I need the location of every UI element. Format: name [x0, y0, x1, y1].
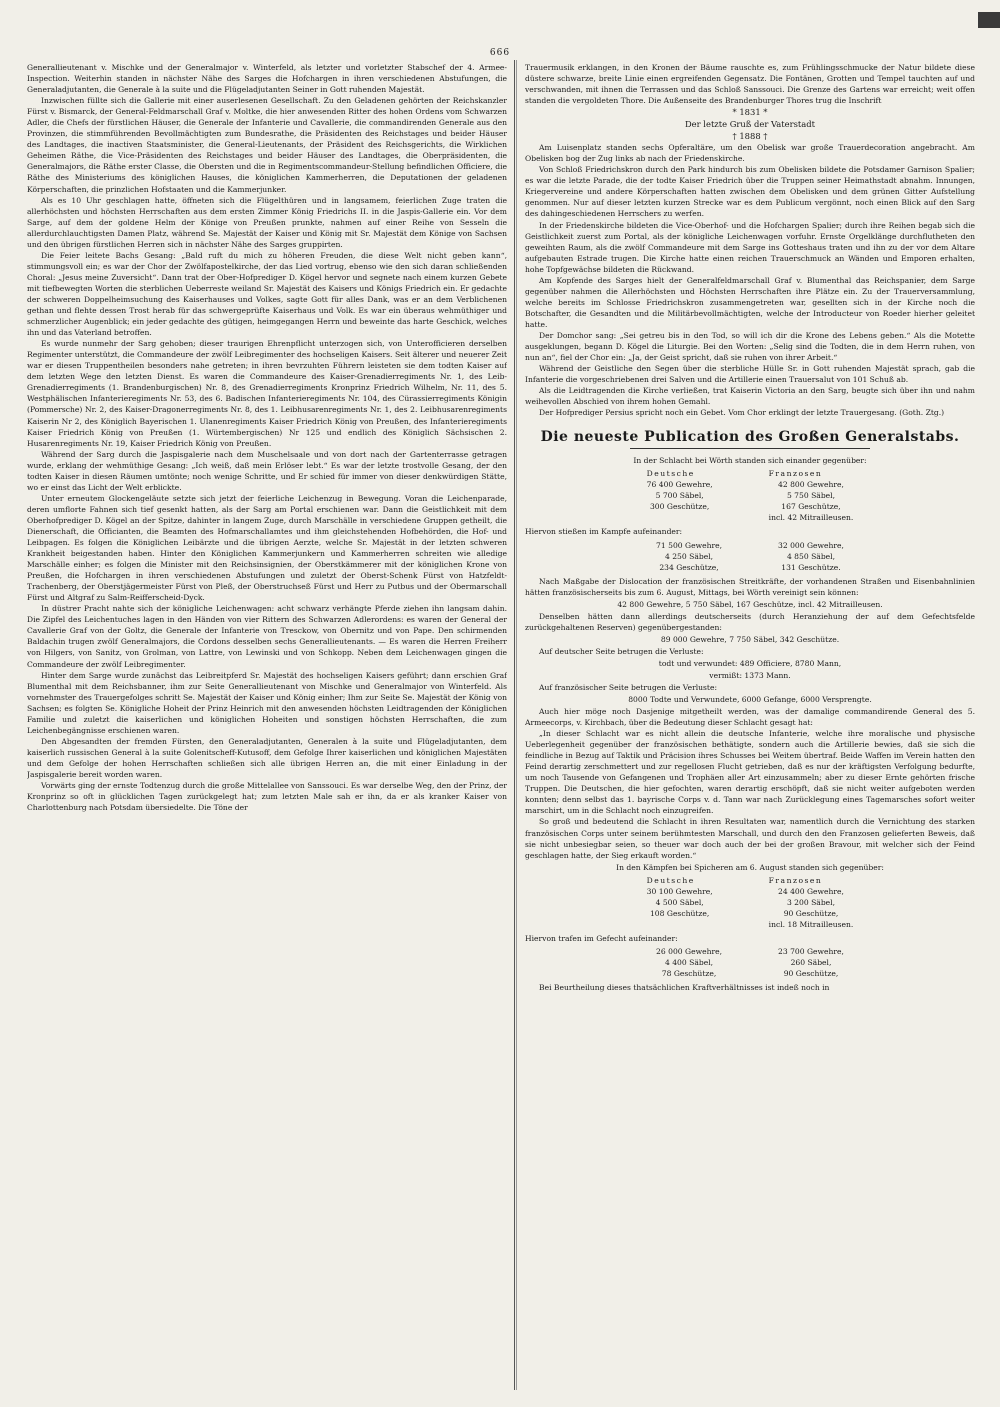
table-cell: 71 500 Gewehre, [656, 540, 722, 550]
page-number: 666 [489, 48, 511, 58]
column-rule-inner [516, 60, 517, 1390]
stat-line: todt und verwundet: 489 Officiere, 8780 Mann, [658, 658, 842, 668]
paragraph: Auf deutscher Seite betrugen die Verluste: [539, 646, 704, 656]
spichern-intro: In den Kämpfen bei Spicheren am 6. August standen sich gegenüber: [616, 862, 884, 872]
table-cell: 24 400 Gewehre, [778, 886, 844, 896]
paragraph: Denselben hätten dann allerdings deutscherseits (durch Heranziehung der auf dem Gefechtsfelde zurückgehaltenen Reserven) gegenübergestanden: [525, 611, 975, 632]
table-cell: 260 Säbel, [790, 957, 832, 967]
inscription-line: Der letzte Gruß der Vaterstadt [684, 119, 816, 130]
left-column [27, 62, 507, 1387]
inscription-line: * 1831 * [732, 107, 768, 118]
paragraph: Während der Geistliche den Segen über die sterbliche Hülle Sr. in Gott ruhenden Majestät sprach, gab die Infanterie die vorgeschriebenen drei Salven und die Artillerie einen Trauersalut von 101 Schuß ab. [525, 364, 975, 385]
table-row [628, 562, 872, 573]
paragraph: Hinter dem Sarge wurde zunächst das Leibreitpferd Sr. Majestät des hochseligen Kaisers geführt; dann erschien Graf Blumenthal mit dem Reichsbanner, ihm zur Seite Generallieutenant von Mischke und Generalmajor von Winterfeld. Als vornehmster des Trauergefolges schritt Se. Majestät der Kaiser und König einher; Ihm zur Seite Se. Majestät der König von Sachsen; es folgten Se. Königliche Hoheit der Prinz Heinrich mit den anwesenden höchsten Leidtragenden der Königlichen Familie und zuletzt die kaiserlichen und königlichen Hoheiten und sonstigen höchsten Herrschaften, die zum Leichenbegängnisse erschienen waren. [27, 670, 507, 735]
table-cell: 5 700 Säbel, [655, 491, 704, 501]
inscription [525, 106, 975, 142]
paragraph: Von Schloß Friedrichskron durch den Park hindurch bis zum Obelisken bildete die Potsdamer Garnison Spalier; es war die letzte Parade, die der todte Kaiser Friedrich über die Truppen seiner Heimathstadt abnahm. Innungen, Kriegervereine und andere Körperschaften hatten zwischen dem Obelisken und dem grünen Gitter Aufstellung genommen. Nur auf dieser letzten kurzen Strecke war es dem Publicum vergönnt, noch einen Blick auf den Sarg des dahingeschiedenen Herrschers zu werfen. [525, 165, 975, 219]
woerth-intro: In der Schlacht bei Wörth standen sich einander gegenüber: [633, 456, 867, 466]
table-row [628, 540, 872, 551]
table-cell [619, 512, 741, 523]
table-cell: 300 Geschütze, [649, 502, 710, 512]
stat-line: 42 800 Gewehre, 5 750 Säbel, 167 Geschütze, incl. 42 Mitrailleusen. [617, 599, 883, 609]
table-cell: 26 000 Gewehre, [656, 946, 722, 956]
woerth-fight-table [628, 540, 872, 573]
column-rule [514, 60, 515, 1390]
table-cell: 30 100 Gewehre, [646, 886, 713, 896]
table-cell: incl. 18 Mitrailleusen. [768, 919, 854, 929]
title-rule [630, 448, 870, 449]
paragraph: Inzwischen füllte sich die Gallerie mit einer auserlesenen Gesellschaft. Zu den Geladenen gehörten der Reichskanzler Fürst v. Bismarck, der General-Feldmarschall Graf v. Moltke, die hier anwesenden Ritter des hohen Ordens vom Schwarzen Adler, die Chefs der fürstlichen Häuser, die Generale der Infanterie und Cavallerie, die commandirenden Generale aus den Provinzen, die stimmführenden Bevollmächtigten zum Bundesrathe, die Präsidenten des Reichstages und beider Häuser des Landtages, die inactiven Staatsminister, die General-Lieutenants, der Präsident des Reichsgerichts, die Wirklichen Geheimen Räthe, die Vice-Präsidenten des Reichstages und beider Häuser des Landtages, die Oberpräsidenten, die Generalmajors, die Räthe erster Classe, die Obersten und die in Regimentscommandeur-Stellung befindlichen Officiere, die Räthe des Ministeriums des königlichen Hauses, die königlichen Kammerherren, die Deputationen der geladenen Körperschaften, die prinzlichen Hofstaaten und die Kammerjunker. [27, 96, 507, 194]
paragraph: Generallieutenant v. Mischke und der Generalmajor v. Winterfeld, als letzter und vorletzter Stabschef der 4. Armee-Inspection. Weiterhin standen in nächster Nähe des Sarges die Hofchargen in ihren verschiedenen Abstufungen, die Generaladjutanten, die Generale à la suite und die Flügeladjutanten Seiner in Gott ruhenden Majestät. [27, 63, 507, 95]
paragraph: Als es 10 Uhr geschlagen hatte, öffneten sich die Flügelthüren und in langsamem, feierlichen Zuge traten die allerhöchsten und höchsten Herrschaften aus dem ersten Zimmer König Friedrichs II. in die Jaspis-Gallerie ein. Vor dem Sarge, auf dem der goldene Helm der Könige von Preußen prunkte, nahmen auf einer Reihe von Sesseln die allerdurchlauchtigsten Damen Platz, während Se. Majestät der Kaiser und König mit Sr. Majestät dem Könige von Sachsen und den übrigen fürstlichen Herren sich in nächster Nähe des Sarges gruppirten. [27, 195, 507, 249]
section-title: Die neueste Publication des Großen Generalstabs. [540, 429, 960, 446]
paragraph: Während der Sarg durch die Jaspisgalerie nach dem Muschelsaale und von dort nach der Gartenterrasse getragen wurde, erklang der wehmüthige Gesang: „Ich weiß, daß mein Erlöser lebt.“ Es war der letzte trostvolle Gesang, der den todten Kaiser in diesen Räumen umtönte; noch wenige Schritte, und Er schied für immer von dieser denkwürdigen Stätte, wo er einst das Licht der Welt erblickte. [27, 449, 507, 492]
scan-edge-mark [978, 12, 1000, 28]
table-row [619, 490, 882, 501]
paragraph: Nach Maßgabe der Dislocation der französischen Streitkräfte, der vorhandenen Straßen und Eisenbahnlinien hätten französischerseits bis zum 6. August, Mittags, bei Wörth vereinigt sein können: [525, 576, 975, 597]
paragraph: Auch hier möge noch Dasjenige mitgetheilt werden, was der damalige commandirende General des 5. Armeecorps, v. Kirchbach, über die Bedeutung dieser Schlacht gesagt hat: [525, 707, 975, 728]
table-cell: 108 Geschütze, [649, 908, 710, 918]
quote-paragraph: So groß und bedeutend die Schlacht in ihren Resultaten war, namentlich durch die Vernichtung des starken französischen Corps unter seinem berühmtesten Marschall, und durch den den Franzosen gelieferten Beweis, daß sie nicht unbesiegbar seien, so theuer war doch auch der bei der großen Bravour, mit welcher sich der Feind geschlagen hatte, der Sieg erkauft worden.“ [525, 817, 975, 860]
table-cell: 23 700 Gewehre, [778, 946, 844, 956]
woerth-fight-intro: Hiervon stießen im Kampfe aufeinander: [525, 527, 683, 537]
table-cell: 90 Geschütze, [783, 908, 839, 918]
paragraph: Den Abgesandten der fremden Fürsten, den Generaladjutanten, Generalen à la suite und Flügeladjutanten, dem kaiserlich russischen General à la suite Golenitscheff-Kutusoff, dem Gefolge Ihrer kaiserlichen und königlichen Majestäten und dem Gefolge der hohen Herrschaften schließen sich alle übrigen Herren an, die mit einer Einladung in der Jaspisgalerie bereit worden waren. [27, 736, 507, 779]
table-cell: 4 500 Säbel, [655, 897, 704, 907]
spichern-strength-table [619, 875, 882, 930]
table-cell: 5 750 Säbel, [786, 491, 836, 501]
paragraph: Am Luisenplatz standen sechs Opferaltäre, um den Obelisk war große Trauerdecoration angebracht. Am Obelisken bog der Zug links ab nach der Friedenskirche. [525, 143, 975, 164]
paragraph: Auf französischer Seite betrugen die Verluste: [539, 682, 718, 692]
table-cell: 234 Geschütze, [659, 562, 719, 572]
table-cell: 76 400 Gewehre, [646, 480, 713, 490]
paragraph: Der Hofprediger Persius spricht noch ein Gebet. Vom Chor erklingt der letzte Trauergesang. (Goth. Ztg.) [539, 408, 945, 418]
paragraph: In der Friedenskirche bildeten die Vice-Oberhof- und die Hofchargen Spalier; durch ihre Reihen begab sich die Geistlichkeit zuerst zum Portal, als der königliche Leichenwagen vorfuhr. Ernste Orgelklänge durchflutheten den geweihten Raum, als die zwölf Commandeure mit dem Sarge ins Gotteshaus traten und ihn zu der vor dem Altare aufgebauten Estrade trugen. Die Kirche hatte einen reichen Trauerschmuck an Wänden und Emporen erhalten, hohe Topfgewächse bildeten die Rückwand. [525, 220, 975, 274]
table-row [619, 512, 882, 523]
stat-line: 89 000 Gewehre, 7 750 Säbel, 342 Geschütze. [660, 634, 840, 644]
table-row [619, 501, 882, 512]
right-column [525, 62, 975, 1387]
table-cell: 167 Geschütze, [781, 502, 841, 512]
table-header: Deutsche [646, 875, 695, 885]
paragraph: Die Feier leitete Bachs Gesang: „Bald ruft du mich zu höheren Freuden, die diese Welt nicht geben kann“, stimmungsvoll ein; es war der Chor der Zwölfapostelkirche, der das Lied vortrug, ebenso wie den sich daran schließenden Choral: „Jesus meine Zuversicht“. Dann trat der Ober-Hofprediger D. Kögel hervor und segnete nach einem kurzen Gebete mit tiefbewegten Worten die sterblichen Ueberreste weiland Sr. Majestät des Kaisers und Königs Friedrich ein. Er gedachte der schweren Doppelheimsuchung des Kaiserhauses und Volkes, sagte Gott für alles Dank, was er an dem Verblichenen gethan und flehte dessen Trost herab für das schwergeprüfte Kaiserhaus und Volk. Es war ein überaus wehmüthiger und schmerzlicher Augenblick; ein jeder gedachte des gütigen, heimgegangen Herrn und beweinte das harte Geschick, welches ihn und das Vaterland betroffen. [27, 250, 507, 338]
quote-paragraph: „In dieser Schlacht war es nicht allein die deutsche Infanterie, welche ihre moralische und physische Ueberlegenheit gegenüber der französischen bethätigte, sondern auch die Artillerie bewies, daß sie sich die feindliche in Bezug auf Taktik und Präcision ihres Schusses bei Weitem übertraf. Beide Waffen im Verein hatten den Feind derartig zerschmettert und zur regellosen Flucht getrieben, daß es nur der kräftigsten Verfolgung bedurfte, um noch Tausende von Gefangenen und Trophäen aller Art einzusammeln; aber zu dieser Ernte gehörten frische Truppen. Die Deutschen, die hier gefochten, waren derartig erschöpft, daß sie nicht weiter aufgeboten werden konnten; denn selbst das 1. bayrische Corps v. d. Tann war nach Zurücklegung eines Tagemarsches sofort weiter marschirt, um in die Schlacht noch einzugreifen. [525, 729, 975, 816]
spichern-fight-table [628, 946, 872, 979]
table-cell: 4 850 Säbel, [786, 551, 836, 561]
paragraph: In düstrer Pracht nahte sich der königliche Leichenwagen: acht schwarz verhängte Pferde ziehen ihn langsam dahin. Die Zipfel des Leichentuches lagen in den Händen von vier Rittern des Schwarzen Adlerordens: es waren der General der Cavallerie Graf von der Goltz, die Generale der Infanterie von Tresckow, von Obernitz und von Pape. Den schirmenden Baldachin trugen zwölf Generalmajors, die Cordons desselben sechs Generallieutenants. — Es waren die Herren Freiherr von Hilgers, von Sanitz, von Grolman, von Lattre, von Lewinski und von Schkopp. Neben dem Leichenwagen gingen die Commandeure der zwölf Leibregimenter. [27, 604, 507, 669]
paragraph: Bei Beurtheilung dieses thatsächlichen Kraftverhältnisses ist indeß noch in [539, 982, 830, 992]
inscription-line: † 1888 † [732, 131, 768, 142]
table-row [619, 897, 882, 908]
stat-line: 8000 Todte und Verwundete, 6000 Gefange, 6000 Versprengte. [628, 694, 872, 704]
table-cell: 131 Geschütze. [781, 562, 841, 572]
table-cell: 42 800 Gewehre, [778, 480, 844, 490]
paragraph: Vorwärts ging der ernste Todtenzug durch die große Mittelallee von Sanssouci. Es war derselbe Weg, den der Prinz, der Kronprinz so oft in glücklichen Tagen zurückgelegt hat; zum letzten Male sah er ihn, da er als kranker Kaiser von Charlottenburg nach Potsdam übersiedelte. Die Töne der [27, 781, 507, 813]
table-cell: 90 Geschütze, [783, 968, 839, 978]
table-row [619, 479, 882, 490]
table-header: Deutsche [646, 469, 695, 479]
paragraph: Als die Leidtragenden die Kirche verließen, trat Kaiserin Victoria an den Sarg, beugte sich über ihn und nahm weihevollen Abschied von ihrem hohen Gemahl. [525, 386, 975, 407]
table-row [619, 919, 882, 930]
table-header: Franzosen [768, 875, 823, 885]
table-header: Franzosen [768, 469, 823, 479]
paragraph: Unter erneutem Glockengeläute setzte sich jetzt der feierliche Leichenzug in Bewegung. Voran die Leichenparade, deren umflorte Fahnen sich tief gesenkt hatten, als der Sarg am Portal erschienen war. Dann die Geistlichkeit mit dem Oberhofprediger D. Kögel an der Spitze, dahinter in langem Zuge, durch Marschälle in verschiedene Gruppen getheilt, die Dienerschaft, die Officianten, die Beamten des Hofmarschallamtes und ihm gleichstehenden Hofbehörden, die Hof- und Leibpagen. Es folgen die Königlichen Leibärzte und die übrigen Aerzte, welche Sr. Majestät in der letzten schweren Krankheit beigestanden haben. Hinter den Königlichen Kammerjunkern und Kammerherren schreiten wie alledige Marschälle einher; es folgen die Minister mit den Reichsinsignien, der Oberstkämmerer mit der königlichen Krone von Preußen, die Hofchargen in ihren verschiedenen Abstufungen und zuletzt der Oberst-Schenk Fürst von Hatzfeldt-Trachenberg, der Oberstjägermeister Fürst von Pleß, der Oberstruchseß Fürst und Herr zu Putbus und der Obermarschall Fürst und Altgraf zu Salm-Reifferscheid-Dyck. [27, 493, 507, 603]
table-row [628, 551, 872, 562]
table-cell: incl. 42 Mitrailleusen. [768, 513, 854, 523]
table-cell: 4 400 Säbel, [664, 957, 714, 967]
table-row [628, 946, 872, 957]
table-row [628, 957, 872, 968]
table-cell: 32 000 Gewehre, [778, 540, 844, 550]
table-cell: 4 250 Säbel, [664, 551, 714, 561]
table-cell: 78 Geschütze, [661, 968, 717, 978]
paragraph: Trauermusik erklangen, in den Kronen der Bäume rauschte es, zum Frühlingsschmucke der Natur bildete diese düstere schwarze, breite Linie einen ergreifenden Gegensatz. Die Fontänen, Grotten und Tempel tauchten auf und verschwanden, mit ihnen die Terrassen und das Schloß Sanssouci. Die Grenze des Gartens war erreicht; weit offen standen die vergoldeten Thore. Die Außenseite des Brandenburger Thores trug die Inschrift [525, 63, 975, 106]
paragraph: Am Kopfende des Sarges hielt der Generalfeldmarschall Graf v. Blumenthal das Reichspanier, dem Sarge gegenüber nahmen die Allerhöchsten und Höchsten Herrschaften ihre Plätze ein. Zu der Trauerversammlung, welche bereits im Schlosse Friedrichskron zusammengetreten war, gesellten sich in der Kirche noch die Botschafter, die Gesandten und die Militärbevollmächtigten, welche der Introducteur von Roeder hierher geleitet hatte. [525, 275, 975, 329]
table-cell: 3 200 Säbel, [786, 897, 836, 907]
paragraph: Es wurde nunmehr der Sarg gehoben; dieser traurigen Ehrenpflicht unterzogen sich, von Unterofficieren derselben Regimenter unterstützt, die Commandeure der zwölf Leibregimenter des hochseligen Kaisers. Seit älterer und neuerer Zeit war er diesen Truppentheilen besonders nahe getreten; in ihren bevrzuhten Führern leisteten sie dem todten Kaiser auf dem letzten Wege den letzten Dienst. Es waren die Commandeure des Kaiser-Grenadierregiments Nr. 1, des Leib-Grenadierregiments (1. Brandenburgischen) Nr. 8, des Grenadierregiments Kronprinz Friedrich Wilhelm, Nr. 11, des 5. Westphälischen Infanterieregiments Nr. 53, des 6. Badischen Infanterieregiments Nr. 104, des Cürassierregiments Königin (Pommersche) Nr. 2, des Kaiser-Dragonerregiments Nr. 8, des 1. Leibhusarenregiments Nr. 1, des 2. Leibhusarenregiments Kaiserin Nr 2, des Königlich Bayerischen 1. Ulanenregiments Kaiser Friedrich König von Preußen, des Infanterieregiments Kaiser Friedrich König von Preußen (1. Würtembergischen) Nr 125 und endlich des Königlich Sächsischen 2. Husarenregiments Nr. 19, Kaiser Friedrich König von Preußen. [27, 339, 507, 448]
spichern-fight-intro: Hiervon trafen im Gefecht aufeinander: [525, 933, 678, 943]
table-row [619, 908, 882, 919]
table-row [628, 968, 872, 979]
paragraph: Der Domchor sang: „Sei getreu bis in den Tod, so will ich dir die Krone des Lebens geben.“ Als die Motette ausgeklungen, begann D. Kögel die Liturgie. Bei den Worten: „Selig sind die Todten, die in dem Herrn ruhen, von nun an“, fiel der Chor ein: „Ja, der Geist spricht, daß sie ruhen von ihrer Arbeit.“ [525, 330, 975, 363]
table-row [619, 886, 882, 897]
woerth-strength-table [619, 468, 882, 523]
table-cell [619, 919, 741, 930]
stat-line: vermißt: 1373 Mann. [709, 670, 791, 680]
